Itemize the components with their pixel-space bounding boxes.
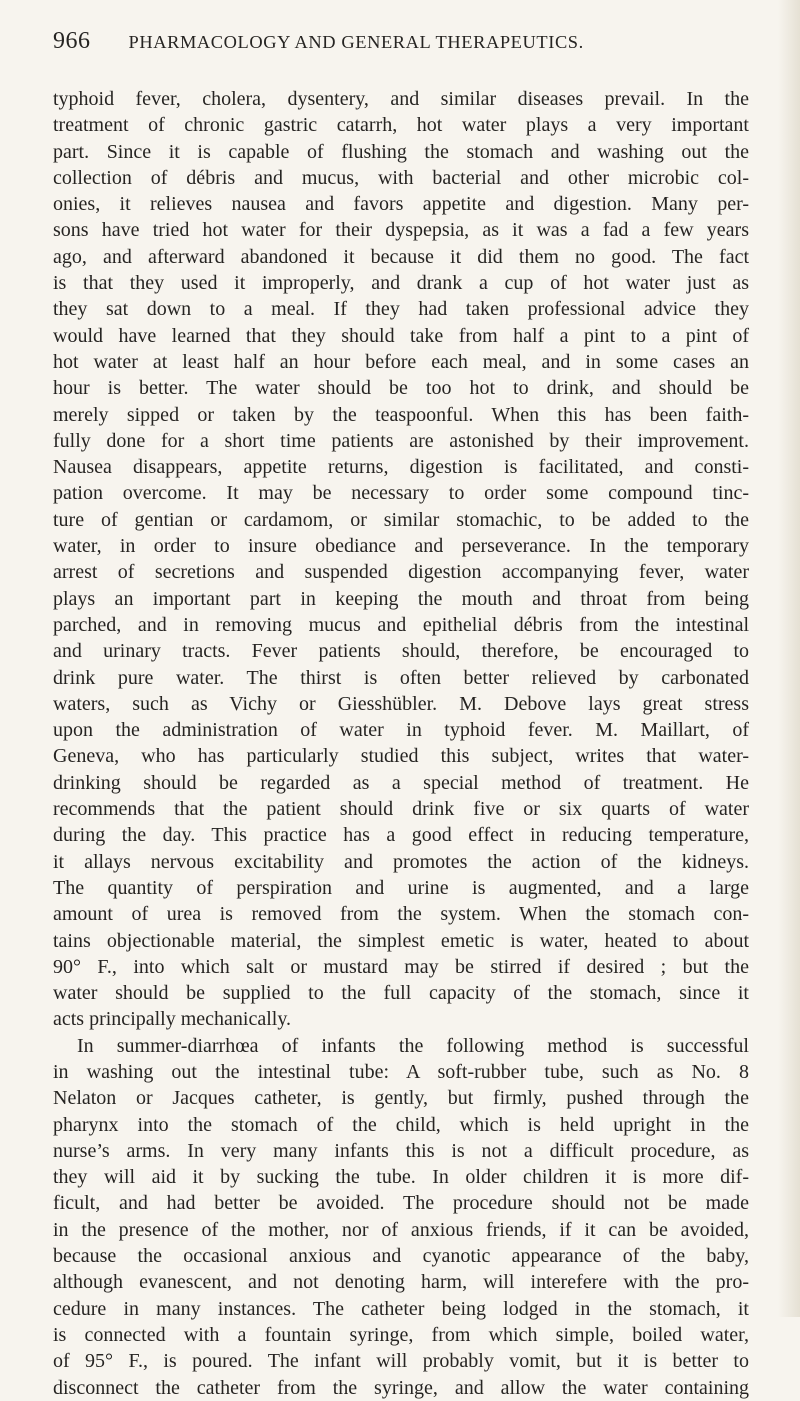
text-line: ago, and afterward abandoned it because it did them no good. The fact bbox=[53, 245, 749, 268]
text-line: onies, it relieves nausea and favors appetite and digestion. Many per- bbox=[53, 193, 749, 216]
text-line: ture of gentian or cardamom, or similar stomachic, to be added to the bbox=[53, 508, 749, 531]
text-line: water, in order to insure obediance and perseverance. In the temporary bbox=[53, 535, 749, 558]
text-line: hour is better. The water should be too hot to drink, and should be bbox=[53, 377, 749, 400]
text-line: they will aid it by sucking the tube. In older children it is more dif- bbox=[53, 1166, 749, 1189]
text-line: drinking should be regarded as a special method of treatment. He bbox=[53, 771, 749, 794]
text-line: is connected with a fountain syringe, from which simple, boiled water, bbox=[53, 1323, 749, 1346]
text-line: typhoid fever, cholera, dysentery, and similar diseases prevail. In the bbox=[53, 88, 749, 110]
text-line: during the day. This practice has a good effect in reducing temperature, bbox=[53, 824, 749, 847]
paragraph-end-line: acts principally mechanically. bbox=[53, 1008, 292, 1031]
text-line: parched, and in removing mucus and epithelial débris from the intestinal bbox=[53, 613, 749, 636]
body-text bbox=[53, 86, 749, 1401]
text-line: and urinary tracts. Fever patients should, therefore, be encouraged to bbox=[53, 640, 749, 663]
page-edge-shadow bbox=[778, 0, 800, 1317]
text-line: arrest of secretions and suspended digestion accompanying fever, water bbox=[53, 561, 749, 584]
text-line: hot water at least half an hour before each meal, and in some cases an bbox=[53, 350, 749, 373]
running-head-title: PHARMACOLOGY AND GENERAL THERAPEUTICS. bbox=[128, 32, 584, 52]
page-number: 966 bbox=[53, 28, 91, 54]
text-line: Geneva, who has particularly studied this subject, writes that water- bbox=[53, 745, 749, 768]
text-line: amount of urea is removed from the system. When the stomach con- bbox=[53, 903, 749, 926]
text-line: part. Since it is capable of flushing the stomach and washing out the bbox=[53, 140, 749, 163]
text-line: drink pure water. The thirst is often better relieved by carbonated bbox=[53, 666, 749, 689]
text-line: pation overcome. It may be necessary to order some compound tinc- bbox=[53, 482, 749, 505]
text-line: collection of débris and mucus, with bacterial and other microbic col- bbox=[53, 166, 749, 189]
text-line: waters, such as Vichy or Giesshübler. M. Debove lays great stress bbox=[53, 692, 749, 715]
text-line: although evanescent, and not denoting harm, will interefere with the pro- bbox=[53, 1271, 749, 1294]
text-line: cedure in many instances. The catheter being lodged in the stomach, it bbox=[53, 1297, 749, 1320]
paragraph-start-line: In summer-diarrhœa of infants the following method is successful bbox=[77, 1034, 749, 1057]
text-line: Nausea disappears, appetite returns, digestion is facilitated, and consti- bbox=[53, 456, 749, 479]
text-line: recommends that the patient should drink five or six quarts of water bbox=[53, 798, 749, 821]
text-line: is that they used it improperly, and drank a cup of hot water just as bbox=[53, 272, 749, 295]
text-line: Nelaton or Jacques catheter, is gently, but firmly, pushed through the bbox=[53, 1087, 749, 1110]
text-line: sons have tried hot water for their dyspepsia, as it was a fad a few years bbox=[53, 219, 749, 242]
text-line: ficult, and had better be avoided. The procedure should not be made bbox=[53, 1192, 749, 1215]
text-line: it allays nervous excitability and promotes the action of the kidneys. bbox=[53, 850, 749, 873]
text-line: treatment of chronic gastric catarrh, hot water plays a very important bbox=[53, 114, 749, 137]
text-line: water should be supplied to the full capacity of the stomach, since it bbox=[53, 982, 749, 1005]
text-line: nurse’s arms. In very many infants this is not a difficult procedure, as bbox=[53, 1139, 749, 1162]
text-line: in the presence of the mother, nor of anxious friends, if it can be avoided, bbox=[53, 1218, 749, 1241]
text-line: would have learned that they should take from half a pint to a pint of bbox=[53, 324, 749, 347]
text-line: they sat down to a meal. If they had taken professional advice they bbox=[53, 298, 749, 321]
text-line: pharynx into the stomach of the child, which is held upright in the bbox=[53, 1113, 749, 1136]
running-head bbox=[53, 28, 753, 64]
text-line: in washing out the intestinal tube: A soft-rubber tube, such as No. 8 bbox=[53, 1060, 749, 1083]
text-line: tains objectionable material, the simplest emetic is water, heated to about bbox=[53, 929, 749, 952]
text-line: plays an important part in keeping the mouth and throat from being bbox=[53, 587, 749, 610]
text-line: The quantity of perspiration and urine is augmented, and a large bbox=[53, 876, 749, 899]
text-line: disconnect the catheter from the syringe, and allow the water containing bbox=[53, 1376, 749, 1399]
text-line: merely sipped or taken by the teaspoonful. When this has been faith- bbox=[53, 403, 749, 426]
text-line: upon the administration of water in typhoid fever. M. Maillart, of bbox=[53, 719, 749, 742]
text-line: of 95° F., is poured. The infant will probably vomit, but it is better to bbox=[53, 1350, 749, 1373]
text-line: 90° F., into which salt or mustard may be stirred if desired ; but the bbox=[53, 955, 749, 978]
text-line: because the occasional anxious and cyanotic appearance of the baby, bbox=[53, 1245, 749, 1268]
text-line: fully done for a short time patients are astonished by their improvement. bbox=[53, 429, 749, 452]
